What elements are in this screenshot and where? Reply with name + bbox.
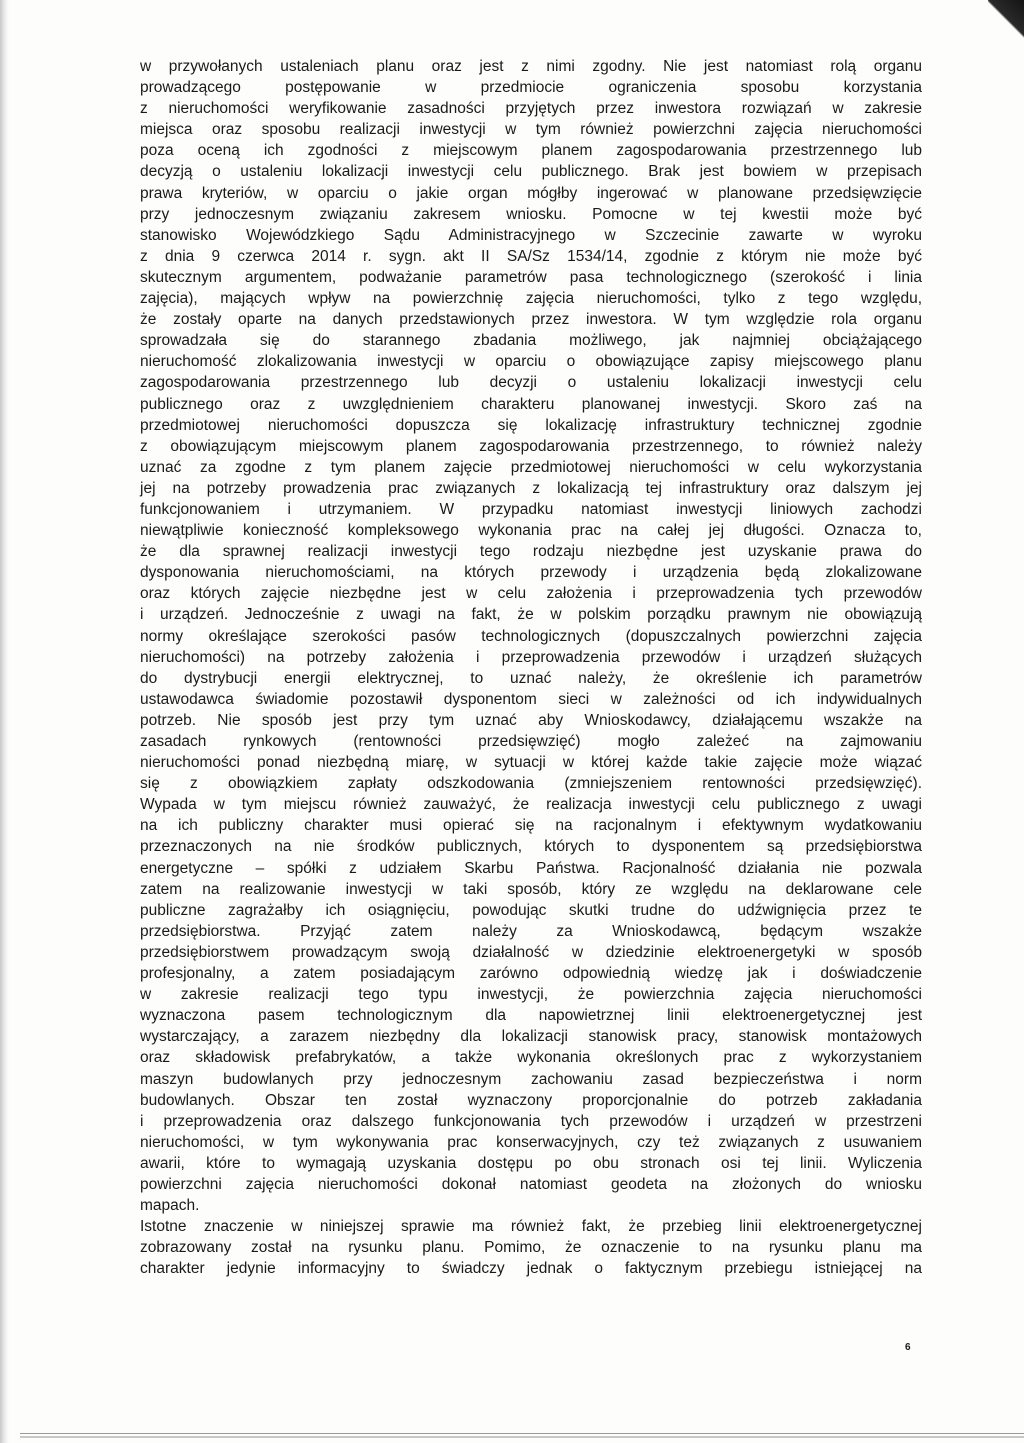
text-line: decyzją o ustaleniu lokalizacji inwestycji celu publicznego. Brak jest bowiem w przepisach [140,163,922,181]
text-line: i przeprowadzenia oraz dalszego funkcjonowania tych przewodów i urządzeń w przestrzeni [140,1112,922,1130]
text-line: publiczne zagrażałby ich osiągnięciu, powodując skutki trudne do udźwignięcia przez te [140,901,922,919]
text-line: oraz składowisk prefabrykatów, a także wykonania określonych prac z wykorzystaniem [140,1049,922,1067]
text-line: przy jednoczesnym związaniu zakresem wniosku. Pomocne w tej kwestii może być [140,205,922,223]
text-line: dysponowania nieruchomościami, na których przewody i urządzenia będą zlokalizowane [140,564,922,582]
page-number: 6 [905,1342,911,1353]
text-line: na ich publiczny charakter musi opierać się na racjonalnym i efektywnym wydatkowaniu [140,817,922,835]
text-line: z obowiązującym miejscowym planem zagospodarowania przestrzennego, to również należy [140,437,922,455]
text-line: mapach. [140,1197,200,1215]
text-line: skutecznym argumentem, podważanie parametrów pasa technologicznego (szerokość i linia [140,268,922,286]
text-line: w zakresie realizacji tego typu inwestycji, że powierzchnia zajęcia nieruchomości [140,986,922,1004]
text-line: zasadach rynkowych (rentowności przedsięwzięć) mogło zależeć na zajmowaniu [140,733,922,750]
text-line: charakter jedynie informacyjny to świadczy jednak o faktycznym przebiegu istniejącej na [140,1260,922,1278]
text-line: jej na potrzeby prowadzenia prac związanych z lokalizacją tej infrastruktury oraz dalszym jej [140,479,922,497]
text-line: przedsiębiorstwa. Przyjąć zatem należy za Wnioskodawcą, będącym wszakże [140,922,922,940]
text-line: maszyn budowlanych przy jednoczesnym zachowaniu zasad bezpieczeństwa i norm [140,1070,922,1088]
text-line: ustawodawca świadomie pozostawił dysponentom sieci w zależności od ich indywidualnych [140,690,922,708]
text-line: profesjonalny, a zatem posiadającym zarówno odpowiednią wiedzę jak i doświadczenie [140,965,922,983]
text-line: wystarczający, a zarazem niezbędny dla lokalizacji stanowisk pracy, stanowisk montażowych [140,1028,922,1046]
scan-left-edge [0,0,9,1443]
text-line: stanowisko Wojewódzkiego Sądu Administracyjnego w Szczecinie zawarte w wyroku [140,226,922,244]
text-line: funkcjonowaniem i utrzymaniem. W przypadku natomiast inwestycji liniowych zachodzi [140,500,922,518]
text-line: nieruchomości) na potrzeby założenia i przeprowadzenia przewodów i urządzeń służących [140,648,922,666]
text-line: do dystrybucji energii elektrycznej, to uznać należy, że określenie ich parametrów [140,669,922,687]
text-line: zatem na realizowanie inwestycji w taki sposób, który ze względu na deklarowane cele [140,880,922,898]
text-line: z dnia 9 czerwca 2014 r. sygn. akt II SA/Sz 1534/14, zgodnie z którym nie może być [140,247,922,265]
text-line: sprowadzała się do starannego zbadania możliwego, jak najmniej obciążającego [140,332,922,350]
text-line: Wypada w tym miejscu również zauważyć, że realizacja inwestycji celu publicznego z uwagi [140,796,922,814]
text-line: przeznaczonych na nie środków publicznych, których to dysponentem są przedsiębiorstwa [140,838,922,856]
text-line: przedsiębiorstwem prowadzącym swoją działalność w dziedzinie elektroenergetyki w sposób [140,943,922,961]
text-line: nieruchomości ponad niezbędną miarę, w sytuacji w której każde takie zajęcie może wiązać [140,754,922,772]
text-line: zobrazowany został na rysunku planu. Pomimo, że oznaczenie to na rysunku planu ma [140,1239,922,1257]
text-line: Istotne znaczenie w niniejszej sprawie ma również fakt, że przebieg linii elektroenergetycznej [140,1218,922,1236]
text-line: z nieruchomości weryfikowanie zasadności przyjętych przez inwestora rozwiązań w zakresie [140,100,922,118]
text-line: uznać za zgodne z tym planem zajęcie przedmiotowej nieruchomości w celu wykorzystania [140,458,922,476]
text-line: wyznaczona pasem technologicznym dla napowietrznej linii elektroenergetycznej jest [140,1007,922,1025]
scan-corner-fold [988,0,1024,38]
text-line: nieruchomość zlokalizowania inwestycji w oparciu o obowiązujące zapisy miejscowego planu [140,353,922,371]
text-line: przedmiotowej nieruchomości dopuszcza się lokalizację infrastruktury technicznej zgodnie [140,416,922,434]
text-line: w przywołanych ustaleniach planu oraz jest z nimi zgodny. Nie jest natomiast rolą organu [140,58,922,75]
text-line: poza oceną ich zgodności z miejscowym planem zagospodarowania przestrzennego lub [140,142,922,160]
text-line: nieruchomości, w tym wykonywania prac konserwacyjnych, czy też związanych z usuwaniem [140,1133,922,1151]
text-line: energetyczne – spółki z udziałem Skarbu Państwa. Racjonalność działania nie pozwala [140,859,922,877]
text-line: że zostały oparte na danych przedstawionych przez inwestora. W tym względzie rola organu [140,311,922,329]
text-line: zajęcia), mających wpływ na powierzchnię zajęcia nieruchomości, tylko z tego względu, [140,290,922,308]
text-line: oraz których zajęcie niezbędne jest w celu założenia i przeprowadzenia tych przewodów [140,585,922,603]
text-line: budowlanych. Obszar ten został wyznaczony proporcjonalnie do potrzeb zakładania [140,1091,922,1109]
text-line: prawa kryteriów, w oparciu o jakie organ mógłby ingerować w planowane przedsięwzięcie [140,184,922,202]
text-line: się z obowiązkiem zapłaty odszkodowania (zmniejszeniem rentowności przedsięwzięć). [140,775,922,793]
text-line: niewątpliwie konieczność kompleksowego wykonania prac na całej jej długości. Oznacza to, [140,522,922,540]
scan-bottom-shadow [20,1436,1024,1438]
text-line: i urządzeń. Jednocześnie z uwagi na fakt, że w polskim porządku prawnym nie obowiązują [140,606,922,624]
text-line: miejsca oraz sposobu realizacji inwestycji w tym również powierzchni zajęcia nieruchomości [140,121,922,139]
text-line: powierzchni zajęcia nieruchomości dokonał natomiast geodeta na złożonych do wniosku [140,1175,922,1193]
text-line: publicznego oraz z uwzględnieniem charakteru planowanej inwestycji. Skoro zaś na [140,395,922,413]
text-line: że dla sprawnej realizacji inwestycji tego rodzaju niezbędne jest uzyskanie prawa do [140,543,922,561]
scan-bottom-edge [20,1433,1024,1434]
text-line: zagospodarowania przestrzennego lub decyzji o ustaleniu lokalizacji inwestycji celu [140,374,922,392]
text-line: normy określające szerokości pasów technologicznych (dopuszczalnych powierzchni zajęcia [140,627,922,645]
text-line: potrzeb. Nie sposób jest przy tym uznać aby Wnioskodawcy, działającemu wszakże na [140,711,922,729]
text-line: prowadzącego postępowanie w przedmiocie ograniczenia sposobu korzystania [140,79,922,97]
text-line: awarii, które to wymagają uzyskania dostępu po obu stronach osi tej linii. Wyliczenia [140,1154,922,1172]
body-text [140,56,922,1279]
